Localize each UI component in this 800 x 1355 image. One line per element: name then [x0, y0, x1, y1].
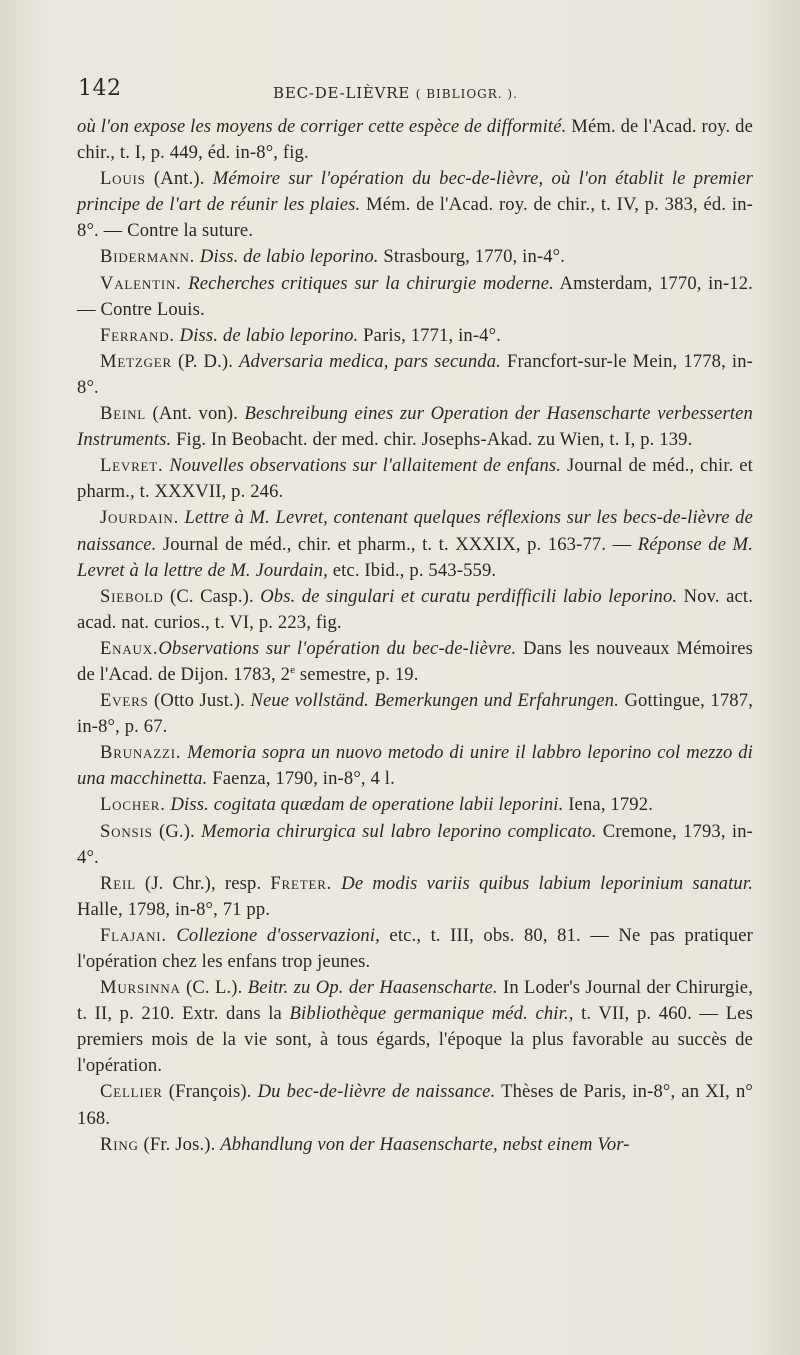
entry-author-extra: (Fr. Jos.).	[138, 1133, 221, 1155]
bibliography-entry	[77, 792, 753, 818]
entry-title: Neue vollständ. Bemerkungen und Erfahrungen.	[250, 690, 619, 712]
entry-details: Journal de méd., chir. et pharm., t. t. XXXIX, p. 163-77. —	[156, 533, 638, 555]
bibliography-entry	[77, 636, 753, 688]
entry-author: Sonsis	[100, 820, 153, 842]
page-number: 142	[78, 76, 122, 101]
entry-title: Beitr. zu Op. der Haasenscharte.	[247, 977, 498, 999]
entry-details: Mém. de l'Acad. roy. de chir., t. I, p. 449, éd. in-8°, fig.	[77, 116, 754, 164]
bibliography-entry	[77, 1132, 753, 1158]
entry-details: Fig. In Beobacht. der med. chir. Josephs-Akad. zu Wien, t. I, p. 139.	[171, 429, 693, 451]
bibliography-entry	[77, 401, 753, 453]
entry-title: Abhandlung von der Haasenscharte, nebst einem Vor-	[220, 1133, 630, 1155]
entry-title: Nouvelles observations sur l'allaitement de enfans.	[169, 455, 562, 477]
page-header	[78, 76, 758, 106]
entry-author: Reil	[100, 872, 136, 894]
entry-title: Adversaria medica, pars secunda.	[239, 350, 501, 372]
entry-author: Louis	[100, 168, 146, 190]
entry-author: Locher.	[100, 794, 166, 816]
entry-details: Strasbourg, 1770, in-4°.	[378, 246, 566, 268]
entry-author: Valentin.	[100, 272, 182, 294]
entry-respondent-extra	[332, 873, 341, 894]
entry-details: Thèses de Paris, in-8°, an XI, n° 168.	[77, 1081, 753, 1129]
entry-title-secondary: Bibliothèque germanique méd. chir.,	[289, 1003, 574, 1025]
entry-author: Ferrand.	[100, 324, 175, 346]
entry-details: Amsterdam, 1770, in-12. — Contre Louis.	[77, 272, 753, 320]
entry-details: Journal de méd., chir. et pharm., t. XXXVII, p. 246.	[77, 455, 753, 503]
entry-author-extra: (Ant.).	[145, 168, 213, 190]
bibliography-entry	[77, 1079, 753, 1131]
entry-author: Mursinna	[100, 977, 181, 999]
entry-author: Siebold	[100, 585, 164, 607]
entry-details: Faenza, 1790, in-8°, 4 l.	[207, 768, 395, 790]
entry-title: où l'on expose les moyens de corriger cette espèce de difformité.	[77, 116, 567, 137]
bibliography-entry	[77, 349, 753, 401]
entry-author-extra	[167, 925, 176, 946]
entry-author-extra: (Otto Just.).	[148, 690, 251, 712]
entry-title: De modis variis quibus labium leporinium sanatur.	[341, 872, 753, 894]
entry-details: Dans les nouveaux Mémoires de l'Acad. de Dijon. 1783, 2	[77, 637, 753, 685]
entry-author: Metzger	[100, 350, 172, 372]
bibliography-entry	[77, 453, 753, 505]
entry-details: Iena, 1792.	[563, 794, 653, 816]
entry-author: Levret.	[100, 455, 164, 477]
entry-title: Diss. de labio leporino.	[199, 246, 379, 268]
entry-title: Diss. de labio leporino.	[179, 324, 359, 346]
bibliography-entry	[77, 975, 753, 1079]
entry-author-extra: (Ant. von).	[146, 403, 245, 425]
entry-author: Flajani.	[100, 924, 167, 946]
entry-respondent: Freter.	[270, 872, 333, 894]
entry-details-secondary: etc. Ibid., p. 543-559.	[327, 559, 497, 581]
entry-title: Recherches critiques sur la chirurgie moderne.	[188, 272, 554, 294]
entry-details: In Loder's Journal der Chirurgie, t. II, p. 210. Extr. dans la	[77, 977, 753, 1025]
entry-author: Enaux.	[100, 637, 159, 659]
entry-author-extra: (François).	[162, 1081, 258, 1103]
entry-details: Gottingue, 1787, in-8°, p. 67.	[77, 690, 753, 738]
entry-author: Jourdain.	[100, 507, 180, 529]
superscript: e	[290, 663, 296, 676]
entry-title: Beschreibung eines zur Operation der Hasenscharte verbesserten Instruments.	[77, 403, 753, 451]
entry-details-secondary: semestre, p. 19.	[295, 663, 419, 685]
entry-author: Evers	[100, 690, 149, 712]
bibliography-entry	[77, 271, 753, 323]
bibliography-entry	[77, 688, 753, 740]
bibliography-body	[77, 114, 753, 1158]
entry-title: Observations sur l'opération du bec-de-lièvre.	[158, 637, 517, 659]
entry-author: Beinl	[100, 403, 147, 425]
entry-author-extra: (C. Casp.).	[163, 585, 261, 607]
entry-details: Francfort-sur-le Mein, 1778, in-8°.	[77, 350, 753, 398]
entry-title: Diss. cogitata quædam de operatione labii leporini.	[170, 794, 564, 816]
bibliography-entry	[77, 244, 753, 270]
entry-title: Du bec-de-lièvre de naissance.	[257, 1081, 496, 1103]
entry-author-extra: (G.).	[152, 820, 202, 842]
entry-details: Nov. act. acad. nat. curios., t. VI, p. 223, fig.	[77, 585, 753, 633]
entry-details-secondary: t. VII, p. 460. — Les premiers mois de la vie sont, à tous égards, l'époque la plus favorable au succès de l'opération.	[77, 1003, 754, 1077]
entry-title: Collezione d'osservazioni,	[176, 924, 380, 946]
entry-author-extra: (J. Chr.), resp.	[135, 872, 271, 894]
entry-title: Memoria chirurgica sul labro leporino complicato.	[201, 820, 597, 842]
entry-title: Mémoire sur l'opération du bec-de-lièvre, où l'on établit le premier principe de l'art de réunir les plaies.	[77, 168, 754, 216]
entry-title: Obs. de singulari et curatu perdifficili labio leporino.	[260, 585, 678, 607]
entry-title-secondary: Réponse de M. Levret à la lettre de M. Jourdain,	[77, 533, 753, 581]
bibliography-entry	[77, 584, 753, 636]
entry-title: Memoria sopra un nuovo metodo di unire il labbro leporino col mezzo di una macchinetta.	[77, 742, 753, 790]
bibliography-entry	[77, 505, 753, 583]
entry-author: Brunazzi.	[100, 742, 182, 764]
entry-details: Mém. de l'Acad. roy. de chir., t. IV, p. 383, éd. in-8°. — Contre la suture.	[77, 194, 753, 242]
entry-author-extra: (P. D.).	[171, 350, 240, 372]
running-head-main: BEC-DE-LIÈVRE	[273, 84, 411, 102]
bibliography-entry	[77, 323, 753, 349]
entry-details: Paris, 1771, in-4°.	[358, 324, 502, 346]
bibliography-entry	[77, 166, 753, 244]
entry-author: Ring	[100, 1133, 139, 1155]
bibliography-entry	[77, 871, 753, 923]
entry-author: Cellier	[100, 1081, 163, 1103]
bibliography-entry	[77, 923, 753, 975]
entry-details: etc., t. III, obs. 80, 81. — Ne pas pratiquer l'opération chez les enfans trop jeunes.	[77, 924, 753, 972]
entry-title: Lettre à M. Levret, contenant quelques réflexions sur les becs-de-lièvre de naissance.	[77, 507, 753, 555]
bibliography-entry	[77, 819, 753, 871]
entry-author-extra: (C. L.).	[180, 977, 248, 999]
running-head-paren: ( BIBLIOGR. ).	[415, 87, 518, 101]
bibliography-entry	[77, 114, 753, 166]
entry-author: Bidermann.	[100, 246, 196, 268]
entry-details: Halle, 1798, in-8°, 71 pp.	[77, 898, 271, 920]
bibliography-entry	[77, 740, 753, 792]
entry-details: Cremone, 1793, in-4°.	[77, 820, 753, 868]
running-head	[273, 84, 518, 102]
